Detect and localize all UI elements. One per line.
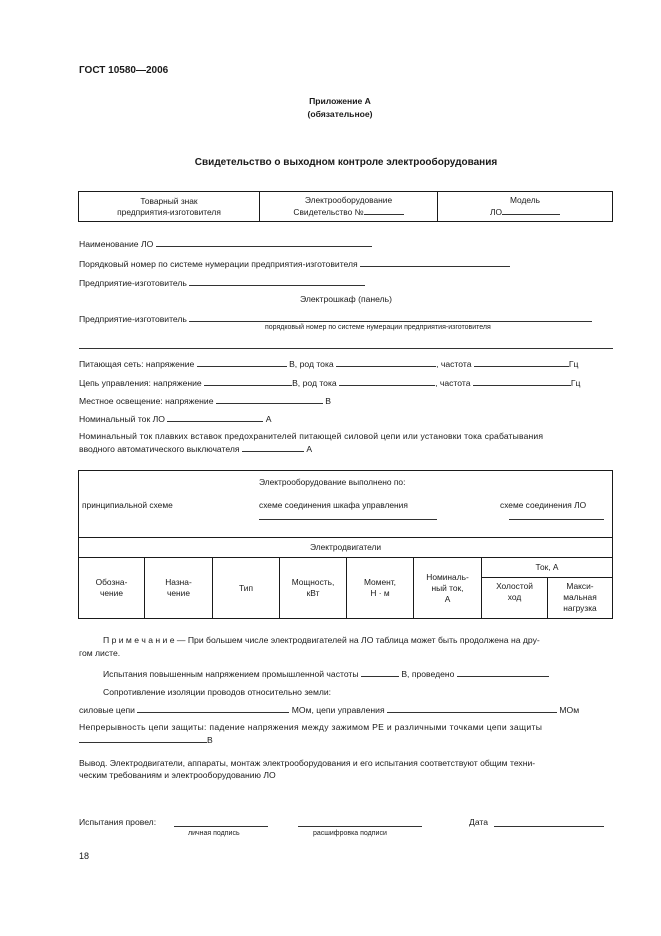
cabinet-serial-caption: порядковый номер по системе нумерации предприятия-изготовителя xyxy=(265,324,491,331)
certificate-number-field[interactable] xyxy=(364,206,404,215)
hv-test-voltage-field[interactable] xyxy=(361,668,399,677)
insulation-heading-label: Сопротивление изоляции проводов относительно земли: xyxy=(103,687,332,697)
hv-test-row xyxy=(79,668,613,679)
note-text: — При большем числе электродвигателей на ЛО таблица может быть продолжена на дру- xyxy=(174,635,540,645)
motors-heading: Электродвигатели xyxy=(79,538,613,558)
col-type: Тип xyxy=(213,558,280,619)
nominal-current-label: Номинальный ток ЛО xyxy=(79,414,165,424)
control-frequency-field[interactable] xyxy=(473,377,571,386)
manufacturer-label: Предприятие-изготовитель xyxy=(79,278,187,288)
principal-scheme-label: принципиальной схеме xyxy=(82,500,173,510)
volt-unit: В xyxy=(207,735,213,745)
serial-row xyxy=(79,258,613,269)
insulation-row xyxy=(79,704,613,715)
supply-frequency-field[interactable] xyxy=(474,358,569,367)
power-circuits-field[interactable] xyxy=(137,704,289,713)
hv-test-mid-label: В, проведено xyxy=(401,669,455,679)
fuse-row xyxy=(79,443,613,454)
fuse-current-field[interactable] xyxy=(242,443,304,452)
note-row-2: гом листе. xyxy=(79,648,121,658)
frequency-label: , частота xyxy=(435,378,471,388)
nominal-current-row xyxy=(79,413,613,424)
col-idle: Холостой ход xyxy=(482,578,548,619)
insulation-heading xyxy=(79,687,613,697)
nominal-current-field[interactable] xyxy=(167,413,263,422)
supply-row xyxy=(79,358,613,369)
page-number: 18 xyxy=(79,851,90,861)
model-cell xyxy=(438,192,613,222)
hz-unit: Гц xyxy=(570,378,581,388)
control-label: Цепь управления: напряжение xyxy=(79,378,202,388)
blank-line[interactable] xyxy=(79,348,613,349)
trademark-label: Товарный знак xyxy=(140,195,198,206)
note-label: П р и м е ч а н и е xyxy=(103,635,175,645)
continuity-row xyxy=(79,734,613,745)
cabinet-manufacturer-label: Предприятие-изготовитель xyxy=(79,314,187,324)
col-nominal-current: Номиналь- ный ток, А xyxy=(414,558,482,619)
control-voltage-field[interactable] xyxy=(204,377,292,386)
date-field[interactable] xyxy=(494,818,604,827)
lo-scheme-label: схеме соединения ЛО xyxy=(500,500,587,510)
mohm-unit: МОм xyxy=(291,705,312,715)
hz-unit: Гц xyxy=(568,359,579,369)
supply-current-type-field[interactable] xyxy=(336,358,436,367)
equipment-label: Электрооборудование xyxy=(304,195,393,205)
serial-label: Порядковый номер по системе нумерации предприятия-изготовителя xyxy=(79,259,358,269)
volt-unit: В xyxy=(325,396,332,406)
conclusion-line-1: Вывод. Электродвигатели, аппараты, монтаж электрооборудования и его испытания соответствуют общим техни- xyxy=(79,758,536,768)
hv-test-label: Испытания повышенным напряжением промышленной частоты xyxy=(103,669,359,679)
conclusion-line-2: ческим требованиям и электрооборудованию ЛО xyxy=(79,770,276,780)
current-type-label: В, род тока xyxy=(292,378,337,388)
col-designation: Обозна- чение xyxy=(79,558,145,619)
cabinet-heading: Электрошкаф (панель) xyxy=(299,294,392,304)
note-row xyxy=(79,635,613,645)
model-field[interactable] xyxy=(502,206,560,215)
trademark-cell xyxy=(79,192,260,222)
col-purpose: Назна- чение xyxy=(145,558,213,619)
fuse-line-1: Номинальный ток плавких вставок предохранителей питающей силовой цепи или установки тока срабатывания xyxy=(79,431,544,441)
model-lo-label: ЛО xyxy=(489,207,502,217)
tested-by-label: Испытания провел: xyxy=(79,817,157,827)
serial-field[interactable] xyxy=(360,258,510,267)
signature-decoding-caption: расшифровка подписи xyxy=(313,830,387,837)
certificate-cell xyxy=(260,192,438,222)
lo-name-row xyxy=(79,238,613,249)
current-type-label: В, род тока xyxy=(289,359,334,369)
amp-unit: А xyxy=(265,414,272,424)
control-circuits-field[interactable] xyxy=(387,704,557,713)
lo-name-field[interactable] xyxy=(156,238,372,247)
continuity-voltage-field[interactable] xyxy=(79,734,207,743)
document-id: ГОСТ 10580—2006 xyxy=(79,65,169,76)
supply-label: Питающая сеть: напряжение xyxy=(79,359,195,369)
lighting-label: Местное освещение: напряжение xyxy=(79,396,214,406)
fuse-label: вводного автоматического выключателя xyxy=(79,444,240,454)
frequency-label: , частота xyxy=(436,359,472,369)
col-torque: Момент, Н · м xyxy=(347,558,414,619)
control-circuits-label: , цепи управления xyxy=(311,705,385,715)
certificate-number-label: Свидетельство № xyxy=(293,207,364,217)
lo-name-label: Наименование ЛО xyxy=(79,239,154,249)
mohm-unit: МОм xyxy=(559,705,580,715)
amp-unit: А xyxy=(306,444,313,454)
appendix-status: (обязательное) xyxy=(307,109,373,119)
certificate-header-table xyxy=(78,191,613,222)
scheme-cell xyxy=(79,471,613,538)
control-current-type-field[interactable] xyxy=(339,377,435,386)
supply-voltage-field[interactable] xyxy=(197,358,287,367)
col-power: Мощность, кВт xyxy=(280,558,347,619)
executed-by-label: Электрооборудование выполнено по: xyxy=(259,477,406,487)
col-max-load: Макси- мальная нагрузка xyxy=(548,578,613,619)
manufacturer-field[interactable] xyxy=(189,277,365,286)
lo-scheme-field[interactable] xyxy=(509,511,604,520)
control-row xyxy=(79,377,613,388)
lighting-voltage-field[interactable] xyxy=(216,395,323,404)
model-label: Модель xyxy=(509,195,541,205)
continuity-line-1: Непрерывность цепи защиты: падение напряжения между зажимом РЕ и различными точками цепи защиты xyxy=(79,722,543,732)
lighting-row xyxy=(79,395,613,406)
manufacturer-label: предприятия-изготовителя xyxy=(117,206,221,217)
appendix-label: Приложение А xyxy=(309,96,371,106)
page-title: Свидетельство о выходном контроле электрооборудования xyxy=(194,157,498,168)
cabinet-manufacturer-row xyxy=(79,313,613,324)
motors-table xyxy=(78,470,613,619)
cabinet-manufacturer-field[interactable] xyxy=(189,313,592,322)
col-current-group: Ток, А xyxy=(482,558,613,578)
personal-signature-field[interactable] xyxy=(174,818,268,827)
cabinet-scheme-label: схеме соединения шкафа управления xyxy=(259,500,408,510)
power-circuits-label: силовые цепи xyxy=(79,705,135,715)
signature-decoding-field[interactable] xyxy=(298,818,422,827)
cabinet-scheme-field[interactable] xyxy=(259,511,437,520)
hv-test-result-field[interactable] xyxy=(457,668,549,677)
date-label: Дата xyxy=(469,817,489,827)
personal-signature-caption: личная подпись xyxy=(188,830,240,837)
manufacturer-row xyxy=(79,277,613,288)
